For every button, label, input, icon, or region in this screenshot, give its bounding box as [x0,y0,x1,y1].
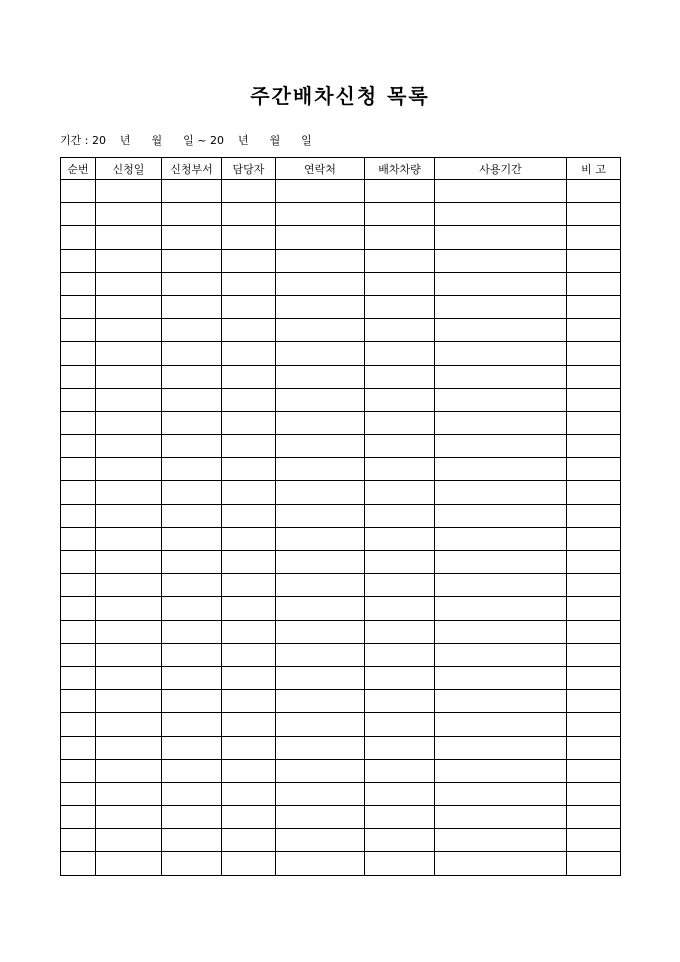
table-cell[interactable] [96,295,162,318]
table-cell[interactable] [365,620,435,643]
table-cell[interactable] [61,435,96,458]
table-cell[interactable] [435,574,567,597]
table-cell[interactable] [435,226,567,249]
period-line: 기간 : 20 년 월 일 ~ 20 년 월 일 [60,134,312,147]
table-cell[interactable] [365,690,435,713]
table-cell[interactable] [162,806,222,829]
table-cell[interactable] [162,643,222,666]
table-cell[interactable] [435,597,567,620]
vehicle-request-table [60,157,621,876]
table-cell[interactable] [222,574,276,597]
table-cell[interactable] [96,342,162,365]
table-cell[interactable] [365,574,435,597]
table-row [61,481,621,504]
table-cell[interactable] [61,249,96,272]
table-cell[interactable] [96,319,162,342]
table-row [61,180,621,203]
table-cell[interactable] [567,504,621,527]
table-cell[interactable] [96,180,162,203]
table-cell[interactable] [276,643,365,666]
table-cell[interactable] [435,481,567,504]
table-row [61,759,621,782]
table-cell[interactable] [365,272,435,295]
table-cell[interactable] [96,852,162,875]
table-cell[interactable] [61,458,96,481]
table-cell[interactable] [61,829,96,852]
table-cell[interactable] [567,180,621,203]
table-cell[interactable] [365,388,435,411]
table-cell[interactable] [162,342,222,365]
table-cell[interactable] [276,782,365,805]
table-row [61,365,621,388]
table-cell[interactable] [365,551,435,574]
table-cell[interactable] [276,690,365,713]
table-cell[interactable] [162,597,222,620]
table-cell[interactable] [567,388,621,411]
table-cell[interactable] [276,458,365,481]
table-cell[interactable] [567,597,621,620]
table-cell[interactable] [365,411,435,434]
table-cell[interactable] [162,411,222,434]
header-manager: 담당자 [222,158,276,180]
table-cell[interactable] [162,852,222,875]
table-cell[interactable] [162,203,222,226]
table-cell[interactable] [61,203,96,226]
table-cell[interactable] [222,643,276,666]
table-row [61,736,621,759]
table-cell[interactable] [435,365,567,388]
table-cell[interactable] [162,527,222,550]
table-cell[interactable] [567,226,621,249]
table-cell[interactable] [365,527,435,550]
table-cell[interactable] [96,736,162,759]
table-cell[interactable] [435,411,567,434]
table-row [61,319,621,342]
table-cell[interactable] [365,180,435,203]
table-cell[interactable] [435,504,567,527]
table-cell[interactable] [567,481,621,504]
table-row [61,411,621,434]
table-cell[interactable] [567,458,621,481]
table-cell[interactable] [222,759,276,782]
table-cell[interactable] [96,203,162,226]
table-cell[interactable] [222,504,276,527]
table-cell[interactable] [61,411,96,434]
table-cell[interactable] [96,365,162,388]
table-cell[interactable] [365,481,435,504]
table-cell[interactable] [435,713,567,736]
table-cell[interactable] [567,365,621,388]
table-cell[interactable] [96,759,162,782]
header-department: 신청부서 [162,158,222,180]
header-vehicle: 배차차량 [365,158,435,180]
table-cell[interactable] [365,203,435,226]
table-cell[interactable] [96,666,162,689]
table-cell[interactable] [222,388,276,411]
table-cell[interactable] [61,643,96,666]
table-cell[interactable] [365,295,435,318]
table-cell[interactable] [567,551,621,574]
table-cell[interactable] [567,272,621,295]
table-cell[interactable] [96,249,162,272]
table-cell[interactable] [222,319,276,342]
table-cell[interactable] [96,597,162,620]
table-cell[interactable] [567,203,621,226]
table-cell[interactable] [435,643,567,666]
table-cell[interactable] [96,620,162,643]
table-cell[interactable] [435,249,567,272]
table-cell[interactable] [435,551,567,574]
table-cell[interactable] [276,551,365,574]
table-row [61,458,621,481]
table-cell[interactable] [61,759,96,782]
table-cell[interactable] [222,527,276,550]
table-cell[interactable] [222,666,276,689]
table-cell[interactable] [276,435,365,458]
table-cell[interactable] [276,203,365,226]
table-cell[interactable] [61,736,96,759]
table-cell[interactable] [435,690,567,713]
table-cell[interactable] [162,481,222,504]
table-cell[interactable] [222,226,276,249]
table-cell[interactable] [365,806,435,829]
table-cell[interactable] [222,806,276,829]
table-cell[interactable] [61,806,96,829]
document-title: 주간배차신청 목록 [250,84,430,108]
table-cell[interactable] [222,342,276,365]
table-cell[interactable] [435,759,567,782]
table-cell[interactable] [222,620,276,643]
table-cell[interactable] [222,852,276,875]
table-row [61,249,621,272]
table-cell[interactable] [96,551,162,574]
table-cell[interactable] [435,435,567,458]
table-cell[interactable] [365,435,435,458]
table-row [61,574,621,597]
table-row [61,272,621,295]
table-row [61,203,621,226]
table-cell[interactable] [222,551,276,574]
table-cell[interactable] [567,435,621,458]
table-cell[interactable] [365,736,435,759]
table-cell[interactable] [162,272,222,295]
table-cell[interactable] [276,411,365,434]
header-usage-period: 사용기간 [435,158,567,180]
table-row [61,666,621,689]
table-cell[interactable] [96,574,162,597]
table-cell[interactable] [96,527,162,550]
table-cell[interactable] [222,736,276,759]
table-cell[interactable] [276,852,365,875]
table-cell[interactable] [567,666,621,689]
table-cell[interactable] [276,365,365,388]
table-cell[interactable] [96,690,162,713]
table-cell[interactable] [61,226,96,249]
table-cell[interactable] [365,713,435,736]
table-row [61,295,621,318]
table-cell[interactable] [61,272,96,295]
table-row [61,829,621,852]
table-cell[interactable] [567,527,621,550]
table-cell[interactable] [276,180,365,203]
table-cell[interactable] [435,458,567,481]
table-cell[interactable] [276,481,365,504]
table-cell[interactable] [222,458,276,481]
table-cell[interactable] [61,713,96,736]
table-cell[interactable] [365,666,435,689]
table-cell[interactable] [162,504,222,527]
table-cell[interactable] [61,597,96,620]
table-cell[interactable] [276,759,365,782]
table-row [61,620,621,643]
table-row [61,435,621,458]
table-cell[interactable] [276,319,365,342]
table-cell[interactable] [61,319,96,342]
table-row [61,342,621,365]
table-cell[interactable] [61,574,96,597]
table-cell[interactable] [435,388,567,411]
table-cell[interactable] [567,829,621,852]
table-cell[interactable] [222,295,276,318]
table-cell[interactable] [276,574,365,597]
table-cell[interactable] [222,597,276,620]
table-cell[interactable] [61,551,96,574]
table-cell[interactable] [435,806,567,829]
table-cell[interactable] [276,272,365,295]
header-seq: 순번 [61,158,96,180]
table-cell[interactable] [96,435,162,458]
table-row [61,527,621,550]
table-cell[interactable] [435,272,567,295]
table-cell[interactable] [222,365,276,388]
table-cell[interactable] [365,504,435,527]
table-cell[interactable] [61,365,96,388]
table-cell[interactable] [222,782,276,805]
table-cell[interactable] [567,319,621,342]
table-cell[interactable] [162,435,222,458]
table-cell[interactable] [276,527,365,550]
table-cell[interactable] [222,249,276,272]
table-cell[interactable] [162,690,222,713]
table-cell[interactable] [276,249,365,272]
table-row [61,226,621,249]
table-row [61,643,621,666]
table-row [61,806,621,829]
table-cell[interactable] [61,342,96,365]
table-cell[interactable] [365,365,435,388]
table-cell[interactable] [365,319,435,342]
table-cell[interactable] [567,806,621,829]
table-cell[interactable] [276,295,365,318]
table-cell[interactable] [162,666,222,689]
table-cell[interactable] [365,759,435,782]
table-cell[interactable] [61,666,96,689]
table-cell[interactable] [162,620,222,643]
table-cell[interactable] [162,295,222,318]
table-cell[interactable] [96,782,162,805]
table-cell[interactable] [435,295,567,318]
table-cell[interactable] [61,504,96,527]
table-cell[interactable] [61,527,96,550]
table-cell[interactable] [435,620,567,643]
table-cell[interactable] [567,713,621,736]
table-cell[interactable] [162,574,222,597]
table-cell[interactable] [222,180,276,203]
table-cell[interactable] [162,180,222,203]
table-cell[interactable] [96,226,162,249]
table-cell[interactable] [222,411,276,434]
table-cell[interactable] [96,643,162,666]
table-cell[interactable] [162,782,222,805]
table-cell[interactable] [567,852,621,875]
table-cell[interactable] [365,249,435,272]
table-cell[interactable] [162,319,222,342]
table-cell[interactable] [435,319,567,342]
table-body [61,180,621,876]
table-cell[interactable] [162,388,222,411]
table-cell[interactable] [365,342,435,365]
table-cell[interactable] [222,713,276,736]
table-cell[interactable] [96,272,162,295]
header-remarks: 비 고 [567,158,621,180]
table-cell[interactable] [567,574,621,597]
table-cell[interactable] [162,736,222,759]
table-cell[interactable] [96,458,162,481]
table-cell[interactable] [96,713,162,736]
table-cell[interactable] [567,782,621,805]
table-cell[interactable] [567,249,621,272]
table-cell[interactable] [222,272,276,295]
table-cell[interactable] [162,458,222,481]
table-cell[interactable] [222,481,276,504]
table-cell[interactable] [567,643,621,666]
table-cell[interactable] [222,690,276,713]
table-cell[interactable] [567,620,621,643]
table-cell[interactable] [96,481,162,504]
table-cell[interactable] [61,690,96,713]
table-cell[interactable] [276,504,365,527]
table-cell[interactable] [276,226,365,249]
table-cell[interactable] [567,295,621,318]
table-cell[interactable] [61,782,96,805]
table-cell[interactable] [61,852,96,875]
table-cell[interactable] [435,180,567,203]
table-cell[interactable] [61,180,96,203]
table-cell[interactable] [567,342,621,365]
table-cell[interactable] [435,203,567,226]
table-row [61,713,621,736]
table-cell[interactable] [162,713,222,736]
table-cell[interactable] [276,342,365,365]
table-cell[interactable] [365,852,435,875]
table-cell[interactable] [365,829,435,852]
table-cell[interactable] [435,852,567,875]
header-row [61,158,621,180]
table-cell[interactable] [365,458,435,481]
table-cell[interactable] [276,736,365,759]
table-cell[interactable] [222,203,276,226]
table-cell[interactable] [162,551,222,574]
table-cell[interactable] [162,249,222,272]
table-cell[interactable] [435,666,567,689]
table-cell[interactable] [365,226,435,249]
table-cell[interactable] [222,435,276,458]
table-row [61,782,621,805]
table-cell[interactable] [96,504,162,527]
table-cell[interactable] [96,806,162,829]
table-cell[interactable] [435,782,567,805]
table-cell[interactable] [276,666,365,689]
table-cell[interactable] [276,713,365,736]
table-cell[interactable] [435,342,567,365]
table-cell[interactable] [61,295,96,318]
table-row [61,690,621,713]
table-cell[interactable] [435,527,567,550]
table-row [61,852,621,875]
table-row [61,504,621,527]
table-cell[interactable] [61,388,96,411]
table-cell[interactable] [96,411,162,434]
table-cell[interactable] [365,643,435,666]
table-cell[interactable] [276,806,365,829]
table-cell[interactable] [96,829,162,852]
table-cell[interactable] [435,829,567,852]
table-cell[interactable] [162,829,222,852]
table-row [61,551,621,574]
table-cell[interactable] [61,481,96,504]
table-cell[interactable] [276,597,365,620]
table-cell[interactable] [96,388,162,411]
table-cell[interactable] [567,759,621,782]
table-cell[interactable] [567,690,621,713]
table-cell[interactable] [567,411,621,434]
table-cell[interactable] [222,829,276,852]
table-cell[interactable] [365,597,435,620]
table-cell[interactable] [276,620,365,643]
table-cell[interactable] [276,829,365,852]
table-cell[interactable] [276,388,365,411]
table-row [61,597,621,620]
table-row [61,388,621,411]
table-cell[interactable] [365,782,435,805]
table-cell[interactable] [435,736,567,759]
table-cell[interactable] [162,226,222,249]
table-cell[interactable] [162,365,222,388]
table-cell[interactable] [162,759,222,782]
table-cell[interactable] [61,620,96,643]
header-request-date: 신청일 [96,158,162,180]
header-contact: 연락처 [276,158,365,180]
table-cell[interactable] [567,736,621,759]
